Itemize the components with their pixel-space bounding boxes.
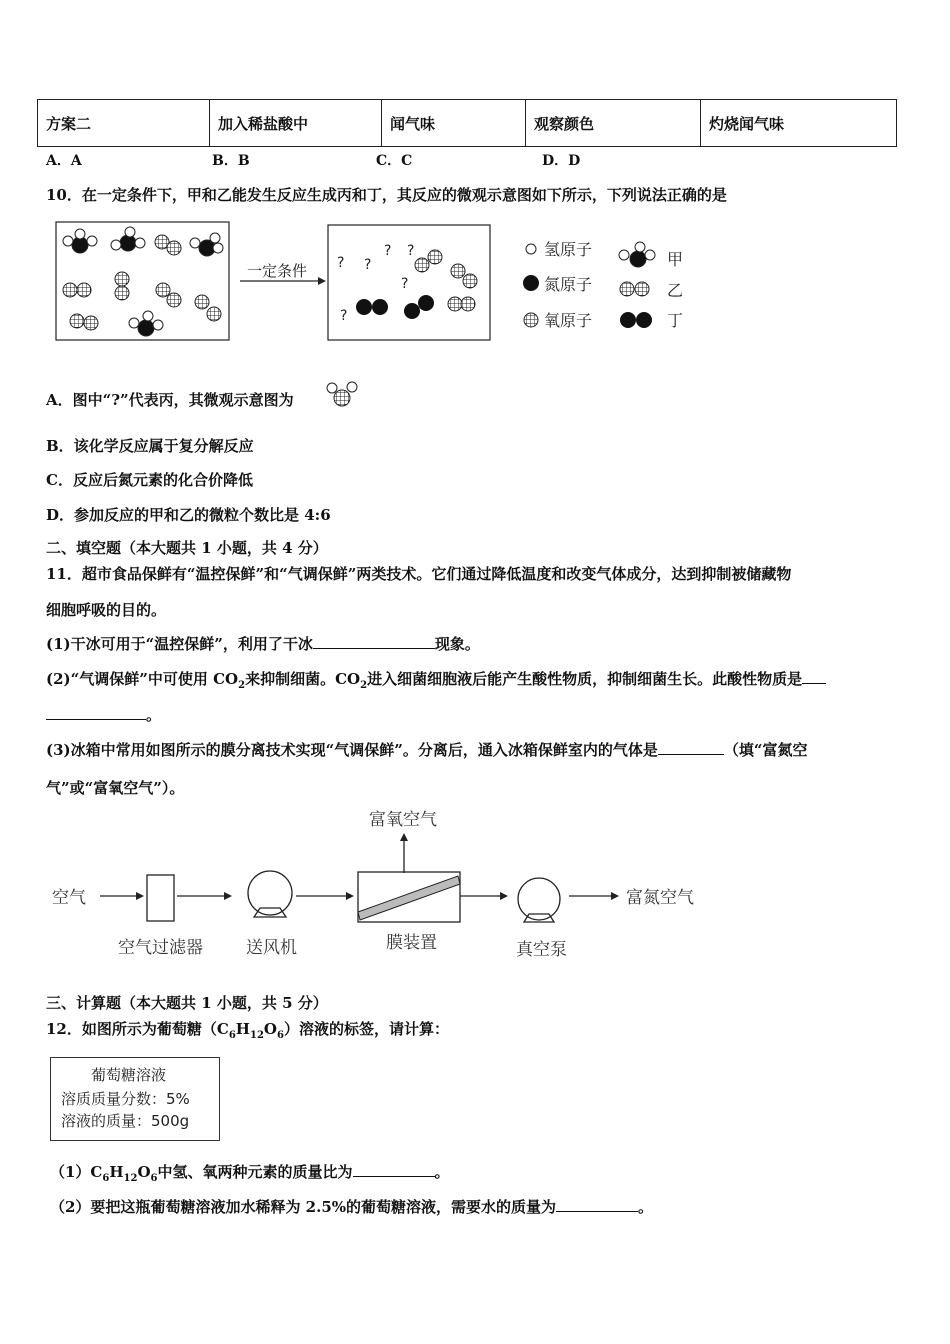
bing-molecule-icon: [324, 380, 360, 410]
answer-blank[interactable]: [658, 740, 724, 755]
table-cell: 闻气味: [382, 100, 526, 147]
q12-stem: 12．如图所示为葡萄糖$(C_6H_{12}O_6)$溶液的标签，请计算：: [46, 1020, 449, 1041]
air-filter-icon: [147, 875, 174, 921]
membrane-separation-diagram: [46, 805, 726, 970]
q11-part2-cont: 。: [46, 705, 161, 725]
section-2-title: 二、填空题（本大题共 1 小题，共 4 分）: [46, 539, 328, 557]
option-d: D．D: [542, 153, 581, 169]
table-row: [38, 100, 897, 147]
answer-blank[interactable]: [556, 1197, 638, 1212]
legend-hydrogen: 氢原子: [544, 240, 593, 259]
table-cell: 方案二: [38, 100, 210, 147]
legend-yi: 乙: [667, 281, 684, 300]
q11-part3: (3)冰箱中常用如图所示的膜分离技术实现“气调保鲜”。分离后，通入冰箱保鲜室内的气体是 （填“富氮空: [46, 741, 808, 759]
rich-nitrogen-label: 富氮空气: [626, 888, 694, 908]
ding-molecule-icon: [620, 312, 652, 328]
q11-stem-line1: 11．超市食品保鲜有“温控保鲜”和“气调保鲜”两类技术。它们通过降低温度和改变气体成分，达到抑制被储藏物: [46, 565, 792, 583]
legend-oxygen: 氧原子: [544, 311, 593, 330]
answer-blank[interactable]: [313, 634, 435, 649]
table-cell: 观察颜色: [526, 100, 701, 147]
filter-label: 空气过滤器: [118, 938, 203, 958]
q10-option-a: A．图中“?”代表丙，其微观示意图为: [46, 391, 294, 409]
q12-part1: $(1)C_6H_{12}O_6$中氢、氧两种元素的质量比为 。: [50, 1163, 450, 1184]
question-mark: ?: [401, 276, 409, 292]
legend-nitrogen: 氮原子: [544, 275, 593, 294]
label-title: 葡萄糖溶液: [91, 1066, 167, 1084]
arrow-label: 一定条件: [247, 262, 308, 280]
answer-blank[interactable]: [46, 705, 146, 720]
question-mark: ?: [337, 255, 345, 271]
answer-blank[interactable]: [353, 1162, 435, 1177]
label-mass: 溶液的质量：500g: [61, 1112, 190, 1130]
legend-jia: 甲: [667, 250, 684, 269]
plan-table: [37, 99, 897, 147]
nitrogen-atom-icon: [523, 275, 539, 291]
oxygen-atom-icon: [524, 313, 538, 327]
section-3-title: 三、计算题（本大题共 1 小题，共 5 分）: [46, 994, 328, 1012]
label-fraction: 溶质质量分数：5%: [61, 1090, 190, 1108]
answer-blank[interactable]: [802, 669, 826, 684]
reaction-diagram: [50, 215, 710, 350]
jia-molecule-icon: [619, 242, 655, 267]
q10-stem: 10．在一定条件下，甲和乙能发生反应生成丙和丁，其反应的微观示意图如下所示，下列说法正确的是: [46, 186, 727, 204]
q10-option-b: B．该化学反应属于复分解反应: [46, 437, 254, 455]
q11-part2: (2)“气调保鲜”中可使用 $CO_2$来抑制细菌。$CO_2$进入细菌细胞液后能产生酸性物质，抑制细菌生长。此酸性物质是: [46, 669, 826, 696]
table-cell: 灼烧闻气味: [701, 100, 897, 147]
q10-option-d: D．参加反应的甲和乙的微粒个数比是 4:6: [46, 506, 331, 524]
option-b: B．B: [212, 153, 250, 169]
table-cell: 加入稀盐酸中: [210, 100, 382, 147]
hydrogen-atom-icon: [526, 244, 536, 254]
option-a: A．A: [46, 153, 82, 169]
glucose-label: [50, 1057, 220, 1141]
question-mark: ?: [364, 257, 372, 273]
membrane-label: 膜装置: [386, 933, 437, 953]
question-mark: ?: [384, 243, 392, 259]
legend-ding: 丁: [667, 311, 684, 330]
q10-option-c: C．反应后氮元素的化合价降低: [46, 471, 253, 489]
question-mark: ?: [340, 308, 348, 324]
q11-stem-line2: 细胞呼吸的目的。: [46, 601, 167, 619]
vacuum-pump-label: 真空泵: [516, 940, 567, 960]
option-c: C．C: [376, 153, 413, 169]
yi-molecule-icon: [620, 282, 649, 296]
fan-label: 送风机: [246, 938, 297, 958]
air-label: 空气: [52, 888, 86, 908]
rich-oxygen-label: 富氧空气: [369, 810, 437, 830]
q12-part2: （2）要把这瓶葡萄糖溶液加水稀释为 2.5%的葡萄糖溶液，需要水的质量为 。: [50, 1198, 654, 1216]
q11-part1: (1)干冰可用于“温控保鲜”，利用了干冰 现象。: [46, 635, 480, 653]
q11-part3-line2: 气”或“富氧空气”）。: [46, 779, 185, 797]
question-mark: ?: [407, 243, 415, 259]
